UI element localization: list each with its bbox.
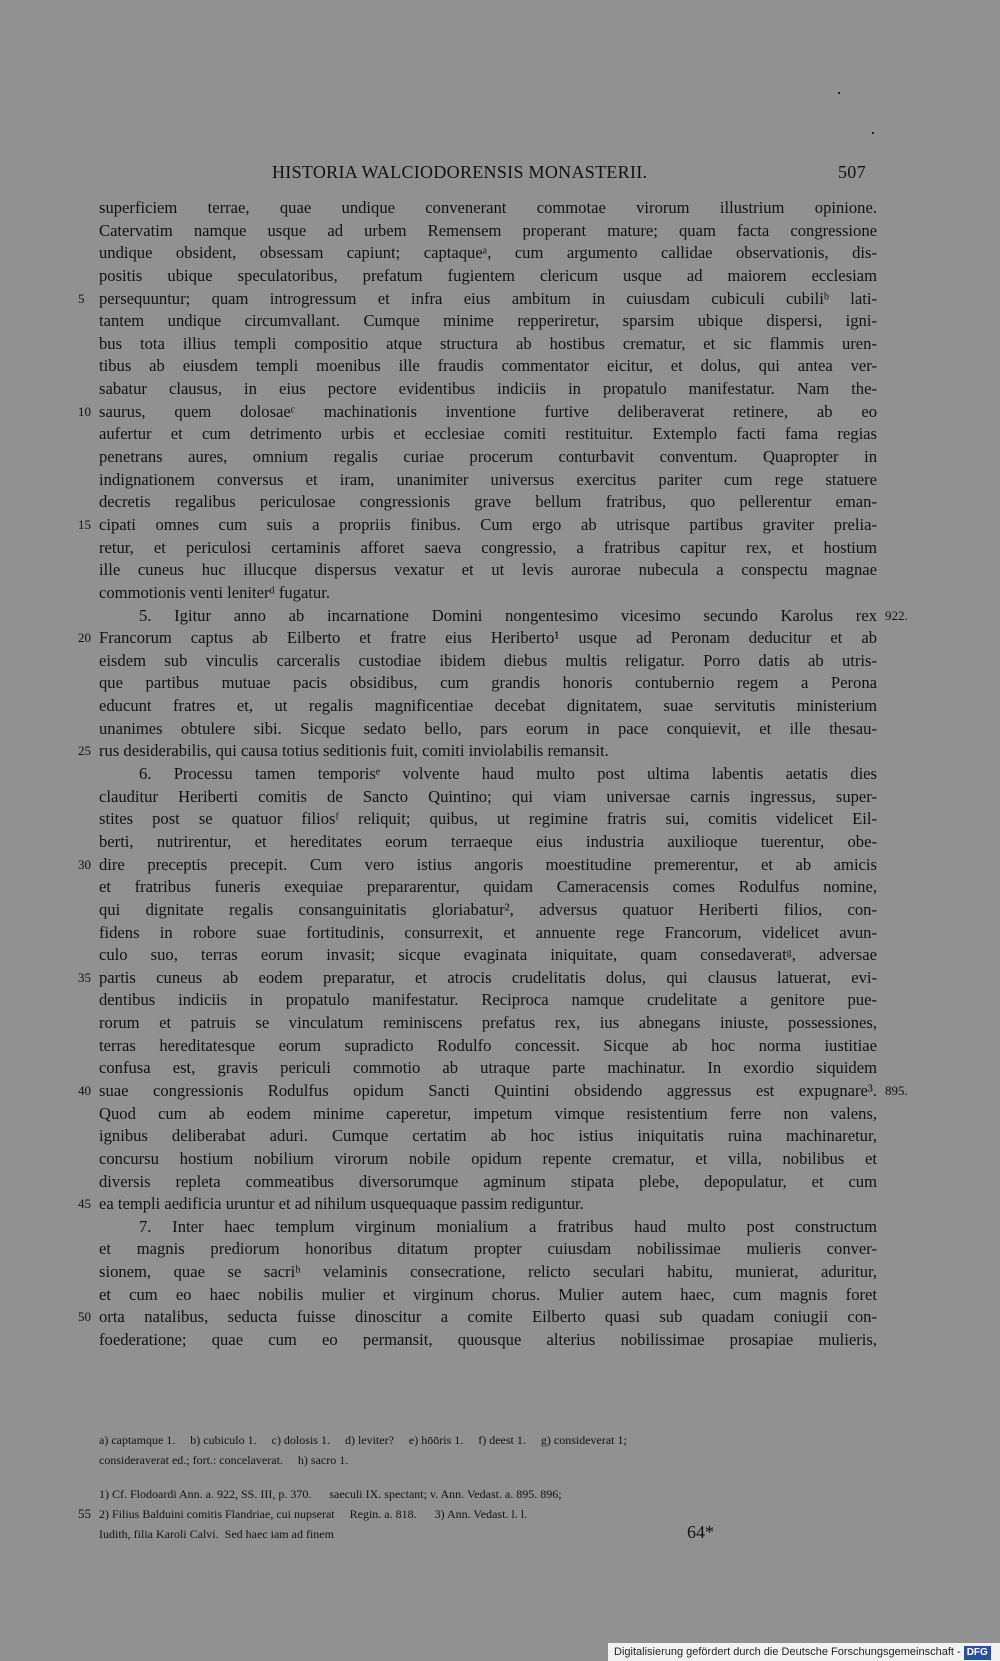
line-number: 50	[78, 1309, 91, 1325]
line-number: 30	[78, 856, 91, 872]
text-line	[99, 718, 877, 741]
footnote-text: 2) Filius Balduini comitis Flandriae, cui nupserat Regin. a. 818. 3) Ann. Vedast. l. l.	[99, 1507, 528, 1521]
text-line	[78, 627, 877, 650]
text-line	[78, 1080, 908, 1103]
text-line	[78, 740, 877, 763]
line-number: 55	[78, 1506, 91, 1521]
main-text	[78, 197, 908, 1352]
text-line	[99, 1035, 877, 1058]
text-line-content: sionem, quae se sacriʰ velaminis consecratione, relicto seculari habitu, munierat, aduritur,	[99, 1262, 877, 1282]
running-title: HISTORIA WALCIODORENSIS MONASTERII.	[272, 162, 648, 182]
text-line	[99, 1012, 877, 1035]
text-line-content: concursu hostium nobilium virorum nobile opidum repente crematur, et villa, nobilibus et	[99, 1148, 877, 1168]
signature-mark: 64*	[687, 1522, 714, 1542]
text-line-content: penetrans aures, omnium regalis curiae procerum conturbavit conventum. Quapropter in	[99, 447, 877, 467]
text-line-content: Catervatim namque usque ad urbem Remensem properant mature; quam facta congressione	[99, 220, 877, 240]
dfg-logo-icon: DFG	[964, 1646, 991, 1660]
text-line-content: confusa est, gravis periculi commotio ab utraque parte machinatur. In exordio siquidem	[99, 1058, 877, 1078]
text-line-content: superficiem terrae, quae undique convenerant commotae virorum illustrium opinione.	[99, 198, 877, 217]
text-line-content: Francorum captus ab Eilberto et fratre eius Heriberto¹ usque ad Peronam deducitur et ab	[99, 628, 877, 648]
text-line	[99, 378, 877, 401]
text-line-content: Quod cum ab eodem minime caperetur, impetum vimque resistentium ferre non valens,	[99, 1103, 877, 1123]
text-line	[99, 786, 877, 809]
text-line-content: rus desiderabilis, qui causa totius seditionis fuit, comiti inviolabilis remansit.	[99, 741, 609, 761]
text-line	[99, 537, 877, 560]
text-line-content: qui dignitate regalis consanguinitatis gloriabatur², adversus quatuor Heriberti filios, con-	[99, 899, 877, 919]
text-line	[99, 1329, 877, 1352]
text-line	[99, 559, 877, 582]
footnote-line	[78, 1504, 877, 1524]
text-line	[99, 197, 877, 220]
text-line-content: saurus, quem dolosaeᶜ machinationis inventione furtive deliberaverat retinere, ab eo	[99, 401, 877, 421]
text-line	[99, 605, 908, 628]
text-line	[99, 899, 877, 922]
text-line	[99, 1171, 877, 1194]
text-line-content: partis cuneus ab eodem preparatur, et atrocis crudelitatis dolus, qui clausus latuerat, evi-	[99, 967, 877, 987]
footnote-text: 1) Cf. Flodoardi Ann. a. 922, SS. III, p. 370. saeculi IX. spectant; v. Ann. Vedast. a. 895. 896;	[99, 1487, 562, 1501]
text-line	[99, 989, 877, 1012]
page-number: 507	[838, 162, 866, 182]
text-line-content: retur, et periculosi certaminis afforet saeva congressio, a fratribus capitur rex, et hostium	[99, 537, 877, 557]
text-line-content: positis ubique speculatoribus, prefatum fugientem clericum usque ad maiorem ecclesiam	[99, 265, 877, 285]
text-line	[99, 876, 877, 899]
text-line-content: 6. Processu tamen temporisᵉ volvente haud multo post ultima labentis aetatis dies	[139, 764, 877, 784]
text-line	[99, 808, 877, 831]
text-line-content: undique obsident, obsessam capiunt; captaqueᵃ, cum argumento callidae observationis, dis-	[99, 243, 877, 263]
text-line	[99, 446, 877, 469]
footnote-line	[99, 1484, 877, 1504]
text-line-content: culo suo, terras eorum invasit; sicque evaginata iniquitate, quam consedaveratᵍ, adversae	[99, 945, 877, 965]
scan-speck	[872, 132, 874, 134]
line-number: 10	[78, 403, 91, 419]
text-line	[78, 401, 877, 424]
text-line-content: 5. Igitur anno ab incarnatione Domini nongentesimo vicesimo secundo Karolus rex	[139, 605, 877, 625]
text-line-content: ea templi aedificia uruntur et ad nihilum usquequaque passim rediguntur.	[99, 1194, 584, 1214]
text-line	[78, 967, 877, 990]
text-line	[99, 242, 877, 265]
text-line	[78, 288, 877, 311]
text-line-content: ignibus deliberabat aduri. Cumque certatim ab hoc istius iniquitatis ruina machinaretur,	[99, 1126, 877, 1146]
text-line	[78, 854, 877, 877]
digitization-credit	[608, 1643, 1000, 1661]
text-line	[99, 1216, 877, 1239]
text-line-content: orta natalibus, seducta fuisse dinoscitur a comite Eilberto quasi sub quadam coniugii con-	[99, 1307, 877, 1327]
text-line-content: aufertur et cum detrimento urbis et ecclesiae comiti restituitur. Extemplo facti fama regias	[99, 424, 877, 444]
text-line	[99, 1148, 877, 1171]
text-line-content: et fratribus funeris exequiae prepararentur, quidam Cameracensis comes Rodulfus nomine,	[99, 877, 877, 897]
margin-year: 922.	[885, 607, 908, 623]
text-line	[99, 1125, 877, 1148]
text-line	[99, 423, 877, 446]
text-line-content: ille cuneus huc illucque dispersus vexatur et ut levis aurorae nubecula a conspectu magnae	[99, 560, 877, 580]
line-number: 15	[78, 516, 91, 532]
text-line	[78, 1306, 877, 1329]
text-line	[99, 1057, 877, 1080]
text-line-content: suae congressionis Rodulfus opidum Sancti Quintini obsidendo aggressus est expugnare³.	[99, 1080, 877, 1100]
line-number: 25	[78, 743, 91, 759]
text-line-content: indignationem conversus et iram, unanimiter universus exercitus pariter cum rege statuere	[99, 469, 877, 489]
text-line-content: fidens in robore suae fortitudinis, consurrexit, et annuente rege Francorum, videlicet avun-	[99, 922, 877, 942]
variant-notes	[99, 1430, 877, 1470]
text-line-content: que partibus mutuae pacis obsidibus, cum grandis honoris contubernio regem a Perona	[99, 673, 877, 693]
text-line-content: tibus ab eiusdem templi moenibus ille fraudis commentator eicitur, et dolus, qui antea ver-	[99, 356, 877, 376]
text-line-content: persequuntur; quam introgressum et infra eius ambitum in cuiusdam cubiculi cubiliᵇ lati-	[99, 288, 877, 308]
line-number: 45	[78, 1196, 91, 1212]
text-line-content: educunt fratres et, ut regalis magnificentiae decebat dignitatem, suae servitutis ministerium	[99, 696, 877, 716]
text-line	[99, 650, 877, 673]
text-line	[99, 469, 877, 492]
text-line	[99, 1284, 877, 1307]
text-line-content: unanimes obtulere sibi. Sicque sedato bello, pars eorum in pace conquievit, et ille thesau-	[99, 718, 877, 738]
text-line	[99, 1103, 877, 1126]
margin-year: 895.	[885, 1082, 908, 1098]
line-number: 40	[78, 1082, 91, 1098]
text-line-content: dentibus indiciis in propatulo manifestatur. Reciproca namque crudelitate a genitore pue-	[99, 990, 877, 1010]
text-line	[99, 333, 877, 356]
text-line-content: dire preceptis precepit. Cum vero istius angoris moestitudine premerentur, et ab amicis	[99, 854, 877, 874]
text-line	[78, 1193, 877, 1216]
text-line	[99, 1238, 877, 1261]
text-line-content: sabatur clausus, in eius pectore evidentibus indiciis in propatulo manifestatur. Nam the-	[99, 379, 877, 399]
text-line-content: commotionis venti leniterᵈ fugatur.	[99, 582, 330, 602]
variant-note-line: a) captamque 1. b) cubiculo 1. c) dolosis 1. d) leviter? e) hōōris 1. f) deest 1. g) consideverat 1;	[99, 1433, 627, 1447]
text-line-content: berti, nutrirentur, et hereditates eorum terraeque eius industria auxilioque tuerentur, obe-	[99, 831, 877, 851]
text-line-content: tantem undique circumvallant. Cumque minime repperiretur, sparsim ubique dispersi, igni-	[99, 311, 877, 331]
text-line	[99, 763, 877, 786]
text-line	[99, 491, 877, 514]
text-line-content: bus tota illius templi compositio atque structura ab hostibus crematur, et sic flammis uren-	[99, 333, 877, 353]
text-line-content: diversis repleta commeatibus diversorumque agminum stipata plebe, depopulatur, et cum	[99, 1171, 877, 1191]
text-line	[99, 672, 877, 695]
footnote-text: Iudith, filia Karoli Calvi. Sed haec iam ad finem	[99, 1527, 334, 1541]
text-line-content: foederatione; quae cum eo permansit, quousque alterius nobilissimae prosapiae mulieris,	[99, 1330, 877, 1350]
text-line-content: decretis regalibus periculosae congressionis grave bellum fratribus, quo pellerentur eman-	[99, 492, 877, 512]
text-line-content: et cum eo haec nobilis mulier et virginum chorus. Mulier autem haec, cum magnis foret	[99, 1284, 877, 1304]
text-line	[99, 265, 877, 288]
text-line-content: et magnis prediorum honoribus ditatum propter cuiusdam nobilissimae mulieris conver-	[99, 1239, 877, 1259]
text-line	[99, 355, 877, 378]
text-line-content: 7. Inter haec templum virginum monialium a fratribus haud multo post constructum	[139, 1216, 877, 1236]
text-line-content: stites post se quatuor filiosᶠ reliquit; quibus, ut regimine fratris sui, comitis videlicet Eil-	[99, 809, 877, 829]
text-line	[78, 514, 877, 537]
text-line-content: cipati omnes cum suis a propriis finibus. Cum ergo ab utrisque partibus graviter prelia-	[99, 514, 877, 534]
text-line	[99, 695, 877, 718]
text-line	[99, 220, 877, 243]
text-line	[99, 1261, 877, 1284]
text-line	[99, 922, 877, 945]
line-number: 20	[78, 630, 91, 646]
text-line-content: eisdem sub vinculis carceralis custodiae ibidem diebus multis religatur. Porro datis ab utris-	[99, 650, 877, 670]
text-line	[99, 310, 877, 333]
footnotes	[78, 1484, 877, 1544]
text-line-content: terras hereditatesque eorum supradicto Rodulfo concessit. Sicque ab hoc norma iustitiae	[99, 1035, 877, 1055]
variant-note-line: consideraverat ed.; fort.: concelaverat. h) sacro 1.	[99, 1453, 349, 1467]
line-number: 35	[78, 969, 91, 985]
text-line-content: clauditur Heriberti comitis de Sancto Quintino; qui viam universae carnis ingressus, super-	[99, 786, 877, 806]
text-line	[99, 831, 877, 854]
scan-speck	[838, 92, 840, 94]
text-line-content: rorum et patruis se vinculatum reminiscens prefatus rex, ius abnegans iniuste, possessiones,	[99, 1013, 877, 1033]
credit-text: Digitalisierung gefördert durch die Deutsche Forschungsgemeinschaft -	[614, 1646, 961, 1658]
line-number: 5	[78, 290, 85, 306]
footnote-line	[99, 1524, 877, 1544]
text-line	[99, 582, 877, 605]
text-line	[99, 944, 877, 967]
